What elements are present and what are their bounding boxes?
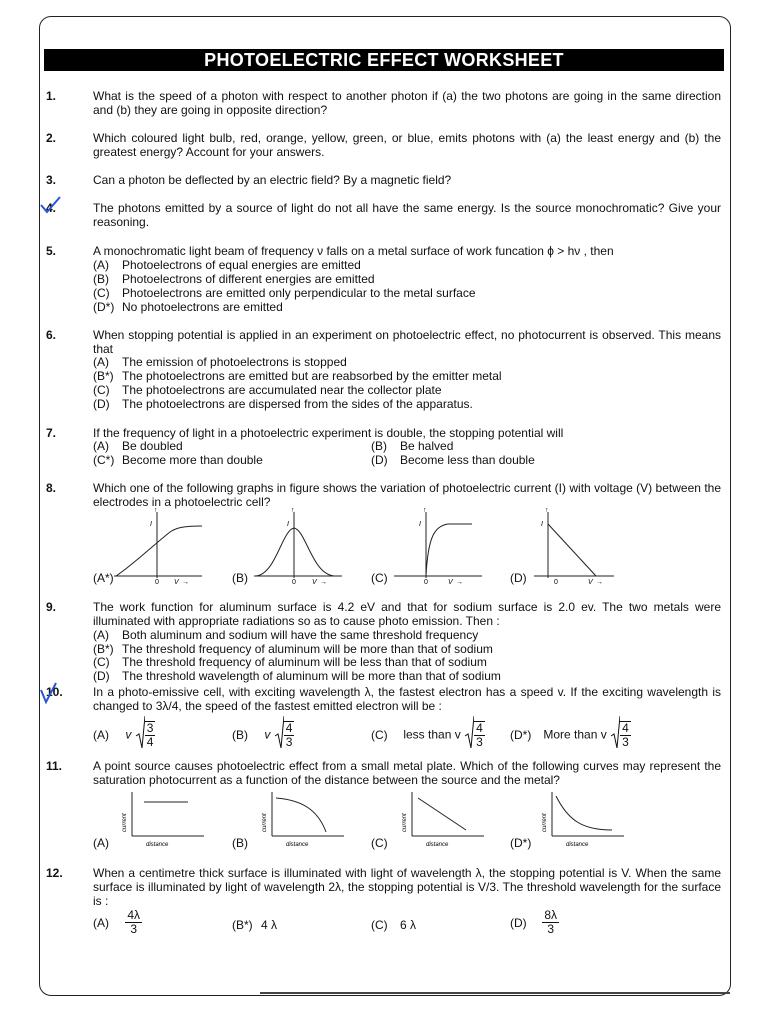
option: (C) The photoelectrons are accumulated near the collector plate [93, 383, 442, 397]
question-number: 2. [46, 131, 57, 145]
graph-c [390, 508, 490, 586]
question-text: A point source causes photoelectric effect from a small metal plate. Which of the following curves may represent the saturation photocurrent as a function of the distance between the source and the metal? [93, 759, 721, 787]
sqrt-icon [464, 716, 474, 753]
option: (B*) The photoelectrons are emitted but are reabsorbed by the emitter metal [93, 369, 502, 383]
axis-label: I [419, 521, 421, 528]
option: (D*) No photoelectrons are emitted [93, 300, 283, 314]
axis-label: 0 [292, 579, 296, 586]
arrow-up-icon: ↑ [545, 508, 549, 514]
sqrt-icon [274, 716, 284, 753]
question-text: What is the speed of a photon with respect to another photon if (a) the two photons are going in the same direction and (b) they are going in opposite direction? [93, 89, 721, 117]
axis-label: distance [286, 842, 309, 848]
axis-label: V [588, 579, 593, 586]
axis-label: V [174, 579, 179, 586]
option: (B*) 4 λ [232, 918, 278, 932]
option: (D) $\frac{8\lambda}{3}$ [510, 908, 558, 936]
graph-a [110, 508, 210, 586]
axis-label: current [542, 813, 548, 832]
question-text: When a centimetre thick surface is illuminated with light of wavelength λ, the stopping potential is V. When the same surface is illuminated by light of wavelength 2λ, the stopping potential is V/3. The threshold wavelength for the surface is : [93, 866, 721, 908]
sqrt-icon [135, 716, 145, 753]
graph-c [392, 790, 488, 848]
arrow-right-icon: → [596, 579, 603, 586]
option: (A) The emission of photoelectrons is stopped [93, 355, 347, 369]
axis-label: current [122, 813, 128, 832]
question-number: 11. [46, 759, 63, 773]
question-number: 10. [46, 685, 63, 699]
graph-b [250, 508, 350, 586]
question-number: 12. [46, 866, 63, 880]
arrow-right-icon: → [456, 579, 463, 586]
graph-b [252, 790, 348, 848]
option: (B) Photoelectrons of different energies are emitted [93, 272, 375, 286]
question-number: 6. [46, 328, 57, 342]
question-number: 4. [46, 201, 57, 215]
option-label: (C) [371, 836, 388, 850]
checkmark-icon [38, 195, 64, 219]
option: (C) less than v $\frac{4}{3}$ [371, 716, 485, 753]
question-number: 3. [46, 173, 57, 187]
option: (B) Be halved [371, 439, 454, 453]
axis-label: distance [426, 842, 449, 848]
axis-label: 0 [554, 579, 558, 586]
question-number: 9. [46, 600, 57, 614]
question-number: 8. [46, 481, 57, 495]
option: (D) Become less than double [371, 453, 535, 467]
arrow-right-icon: → [182, 579, 189, 586]
axis-label: I [541, 521, 543, 528]
question-number: 1. [46, 89, 57, 103]
option: (C) The threshold frequency of aluminum will be less than that of sodium [93, 655, 487, 669]
option: (B) v $\frac{4}{3}$ [232, 716, 294, 753]
question-text: Which coloured light bulb, red, orange, yellow, green, or blue, emits photons with (a) the least energy and (b) the greatest energy? Account for your answers. [93, 131, 721, 159]
question-text: Can a photon be deflected by an electric field? By a magnetic field? [93, 173, 452, 187]
question-text: A monochromatic light beam of frequency ν falls on a metal surface of work funcation ϕ > hν , then [93, 244, 614, 258]
option: (B*) The threshold frequency of aluminum will be more than that of sodium [93, 642, 493, 656]
question-text: The work function for aluminum surface is 4.2 eV and that for sodium surface is 2.0 ev. The two metals were illuminated with appropriate radiations so as to cause photo emission. Then : [93, 600, 721, 628]
axis-label: V [312, 579, 317, 586]
option: (A) Photoelectrons of equal energies are emitted [93, 258, 361, 272]
axis-label: I [150, 521, 152, 528]
option-label: (D) [510, 571, 527, 585]
option: (C) 6 λ [371, 918, 417, 932]
axis-label: current [262, 813, 268, 832]
axis-label: V [448, 579, 453, 586]
arrow-up-icon: ↑ [154, 508, 158, 514]
arrow-up-icon: ↑ [291, 508, 295, 514]
option-label: (D*) [510, 836, 532, 850]
option-label: (C) [371, 571, 388, 585]
question-number: 5. [46, 244, 57, 258]
graph-d [532, 790, 628, 848]
arrow-right-icon: → [320, 579, 327, 586]
option: (A) v $\frac{3}{4}$ [93, 716, 155, 753]
option: (C) Photoelectrons are emitted only perpendicular to the metal surface [93, 286, 476, 300]
graph-a [112, 790, 208, 848]
axis-label: 0 [155, 579, 159, 586]
arrow-up-icon: ↑ [423, 508, 427, 514]
checkmark-icon [38, 682, 60, 706]
question-text: Which one of the following graphs in figure shows the variation of photoelectric current (I) with voltage (V) between the electrodes in a photoelectric cell? [93, 481, 721, 509]
option: (C*) Become more than double [93, 453, 263, 467]
option: (A) Be doubled [93, 439, 183, 453]
axis-label: I [287, 521, 289, 528]
option: (D) The threshold wavelength of aluminum will be more than that of sodium [93, 669, 501, 683]
axis-label: current [402, 813, 408, 832]
option-label: (A) [93, 836, 109, 850]
axis-label: distance [146, 842, 169, 848]
question-text: When stopping potential is applied in an experiment on photoelectric effect, no photocurrent is observed. This means that [93, 328, 721, 356]
question-text: If the frequency of light in a photoelectric experiment is double, the stopping potential will [93, 426, 564, 440]
footer-rule [260, 992, 730, 994]
option-label: (B) [232, 571, 248, 585]
question-text: In a photo-emissive cell, with exciting wavelength λ, the fastest electron has a speed v. If the exciting wavelength is changed to 3λ/4, the speed of the fastest emitted electron will be : [93, 685, 721, 713]
sqrt-icon [610, 716, 620, 753]
option-label: (B) [232, 836, 248, 850]
option: (A) $\frac{4\lambda}{3}$ [93, 908, 141, 936]
option-label: (A*) [93, 571, 114, 585]
question-text: The photons emitted by a source of light do not all have the same energy. Is the source monochromatic? Give your reasoning. [93, 201, 721, 229]
graph-d [530, 508, 630, 586]
question-number: 7. [46, 426, 57, 440]
option: (D) The photoelectrons are dispersed from the sides of the apparatus. [93, 397, 473, 411]
option: (D*) More than v $\frac{4}{3}$ [510, 716, 631, 753]
axis-label: 0 [424, 579, 428, 586]
worksheet-title: PHOTOELECTRIC EFFECT WORKSHEET [44, 49, 724, 71]
option: (A) Both aluminum and sodium will have the same threshold frequency [93, 628, 479, 642]
axis-label: distance [566, 842, 589, 848]
